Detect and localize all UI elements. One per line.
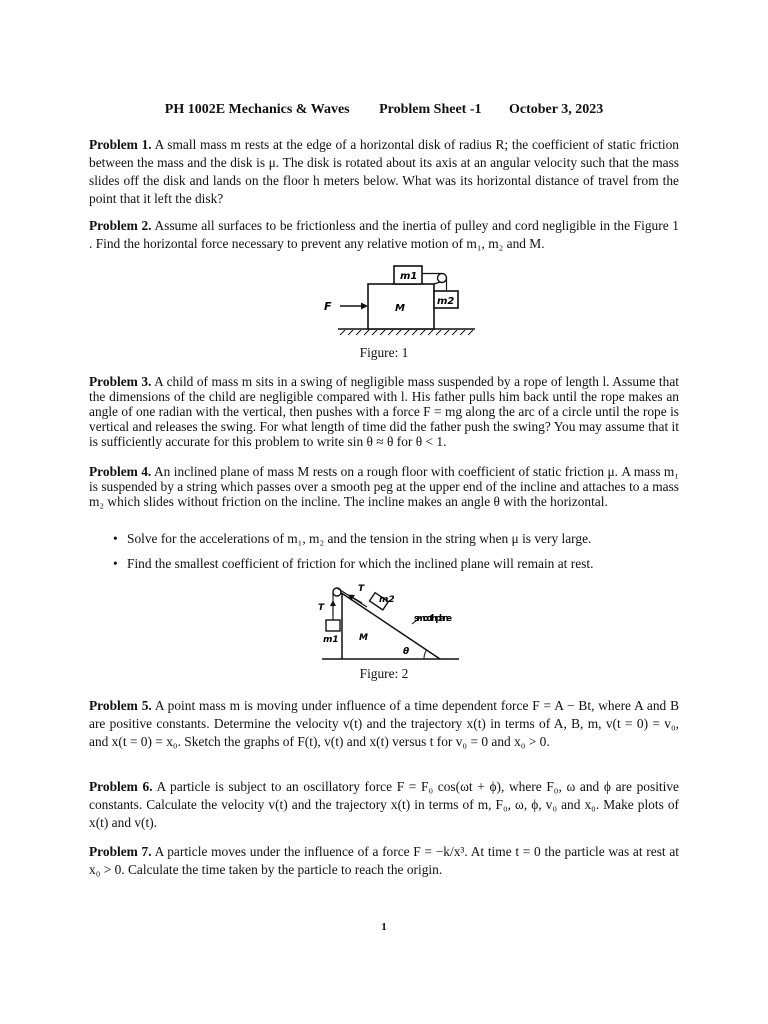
problem-label: Problem 4. bbox=[89, 464, 152, 479]
problem-2 bbox=[89, 217, 679, 253]
problem-label: Problem 5. bbox=[89, 698, 152, 713]
label-M: M bbox=[359, 633, 368, 643]
pulley bbox=[438, 274, 447, 283]
problem-text: A particle is subject to an oscillatory force F = F₀ cos(ωt + ϕ), where F₀, ω and ϕ are positive constants. Calculate the velocity v(t) and the trajectory x(t) in terms of m, F₀, ω, ϕ, v₀ and x₀. Make plots of x(t) and v(t). bbox=[89, 779, 680, 830]
label-m2: m2 bbox=[379, 595, 395, 605]
problem-5 bbox=[89, 697, 679, 751]
problem-text: A small mass m rests at the edge of a horizontal disk of radius R; the coefficient of static friction between the mass and the disk is μ. The disk is rotated about its axis at an angular velocity such that the mass slides off the disk and lands on the floor h meters below. What was its horizontal distance of travel from the point that it left the disk? bbox=[89, 137, 679, 206]
problem-text: A point mass m is moving under influence of a time dependent force F = A − Bt, where A and B are positive constants. Determine the velocity v(t) and the trajectory x(t) in terms of A, B, m, v(t = 0) = v₀, and x(t = 0) = x₀. Sketch the graphs of F(t), v(t) and x(t) versus t for v₀ = 0 and x₀ > 0. bbox=[89, 698, 680, 749]
problem-label: Problem 3. bbox=[89, 374, 152, 389]
label-m1: m1 bbox=[323, 635, 339, 645]
problem-4-tasks bbox=[110, 531, 680, 581]
problem-7 bbox=[89, 843, 679, 879]
task-item: • Solve for the accelerations of m₁, m₂ and the tension in the string when μ is very large. bbox=[110, 531, 680, 556]
problem-1 bbox=[89, 136, 679, 208]
figure-1-diagram bbox=[320, 258, 480, 340]
problem-label: Problem 1. bbox=[89, 137, 152, 152]
label-T-left: T bbox=[318, 603, 325, 613]
label-T-top: T bbox=[358, 584, 365, 594]
label-M: M bbox=[395, 303, 405, 314]
label-theta: θ bbox=[403, 647, 410, 657]
problem-4 bbox=[89, 464, 679, 509]
problem-label: Problem 7. bbox=[89, 844, 152, 859]
problem-label: Problem 2. bbox=[89, 218, 152, 233]
figure-2-caption: Figure: 2 bbox=[359, 666, 409, 681]
sheet-title: Problem Sheet -1 bbox=[379, 102, 482, 117]
page-number: 1 bbox=[381, 921, 387, 933]
label-smooth-plane: smooth plane bbox=[414, 614, 452, 624]
course-title: PH 1002E Mechanics & Waves bbox=[164, 102, 350, 117]
sheet-date: October 3, 2023 bbox=[509, 102, 604, 117]
problem-6 bbox=[89, 778, 679, 832]
problem-3 bbox=[89, 374, 679, 449]
problem-label: Problem 6. bbox=[89, 779, 153, 794]
label-m1: m1 bbox=[400, 271, 418, 282]
figure-1-caption: Figure: 1 bbox=[359, 345, 409, 360]
label-m2: m2 bbox=[437, 296, 455, 307]
task-item: • Find the smallest coefficient of friction for which the inclined plane will remain at rest. bbox=[110, 556, 680, 581]
problem-text: Assume all surfaces to be frictionless and the inertia of pulley and cord negligible in the Figure 1 . Find the horizontal force necessary to prevent any relative motion of m₁, m₂ and M. bbox=[89, 218, 679, 251]
problem-text: A particle moves under the influence of a force F = −k/x³. At time t = 0 the particle was at rest at x₀ > 0. Calculate the time taken by the particle to reach the origin. bbox=[89, 844, 680, 877]
label-force: F bbox=[324, 300, 332, 313]
figure-2-diagram bbox=[312, 580, 462, 662]
sheet-header bbox=[0, 102, 768, 118]
problem-text: A child of mass m sits in a swing of negligible mass suspended by a rope of length l. Assume that the dimensions of the child are negligible compared with l. His father pulls him back until the rope makes an angle of one radian with the vertical, then pushes with a force F = mg along the arc of a circle until the rope is vertical and releases the swing. For what length of time did the father push the swing? You may assume that it is sufficiently accurate for this problem to write sin θ ≈ θ for θ < 1. bbox=[89, 374, 679, 449]
block-m1 bbox=[326, 620, 340, 631]
problem-text: An inclined plane of mass M rests on a rough floor with coefficient of static friction μ. A mass m₁ is suspended by a string which passes over a smooth peg at the upper end of the incline and attaches to a mass m₂ which slides without friction on the incline. The incline makes an angle θ with the horizontal. bbox=[89, 464, 680, 509]
